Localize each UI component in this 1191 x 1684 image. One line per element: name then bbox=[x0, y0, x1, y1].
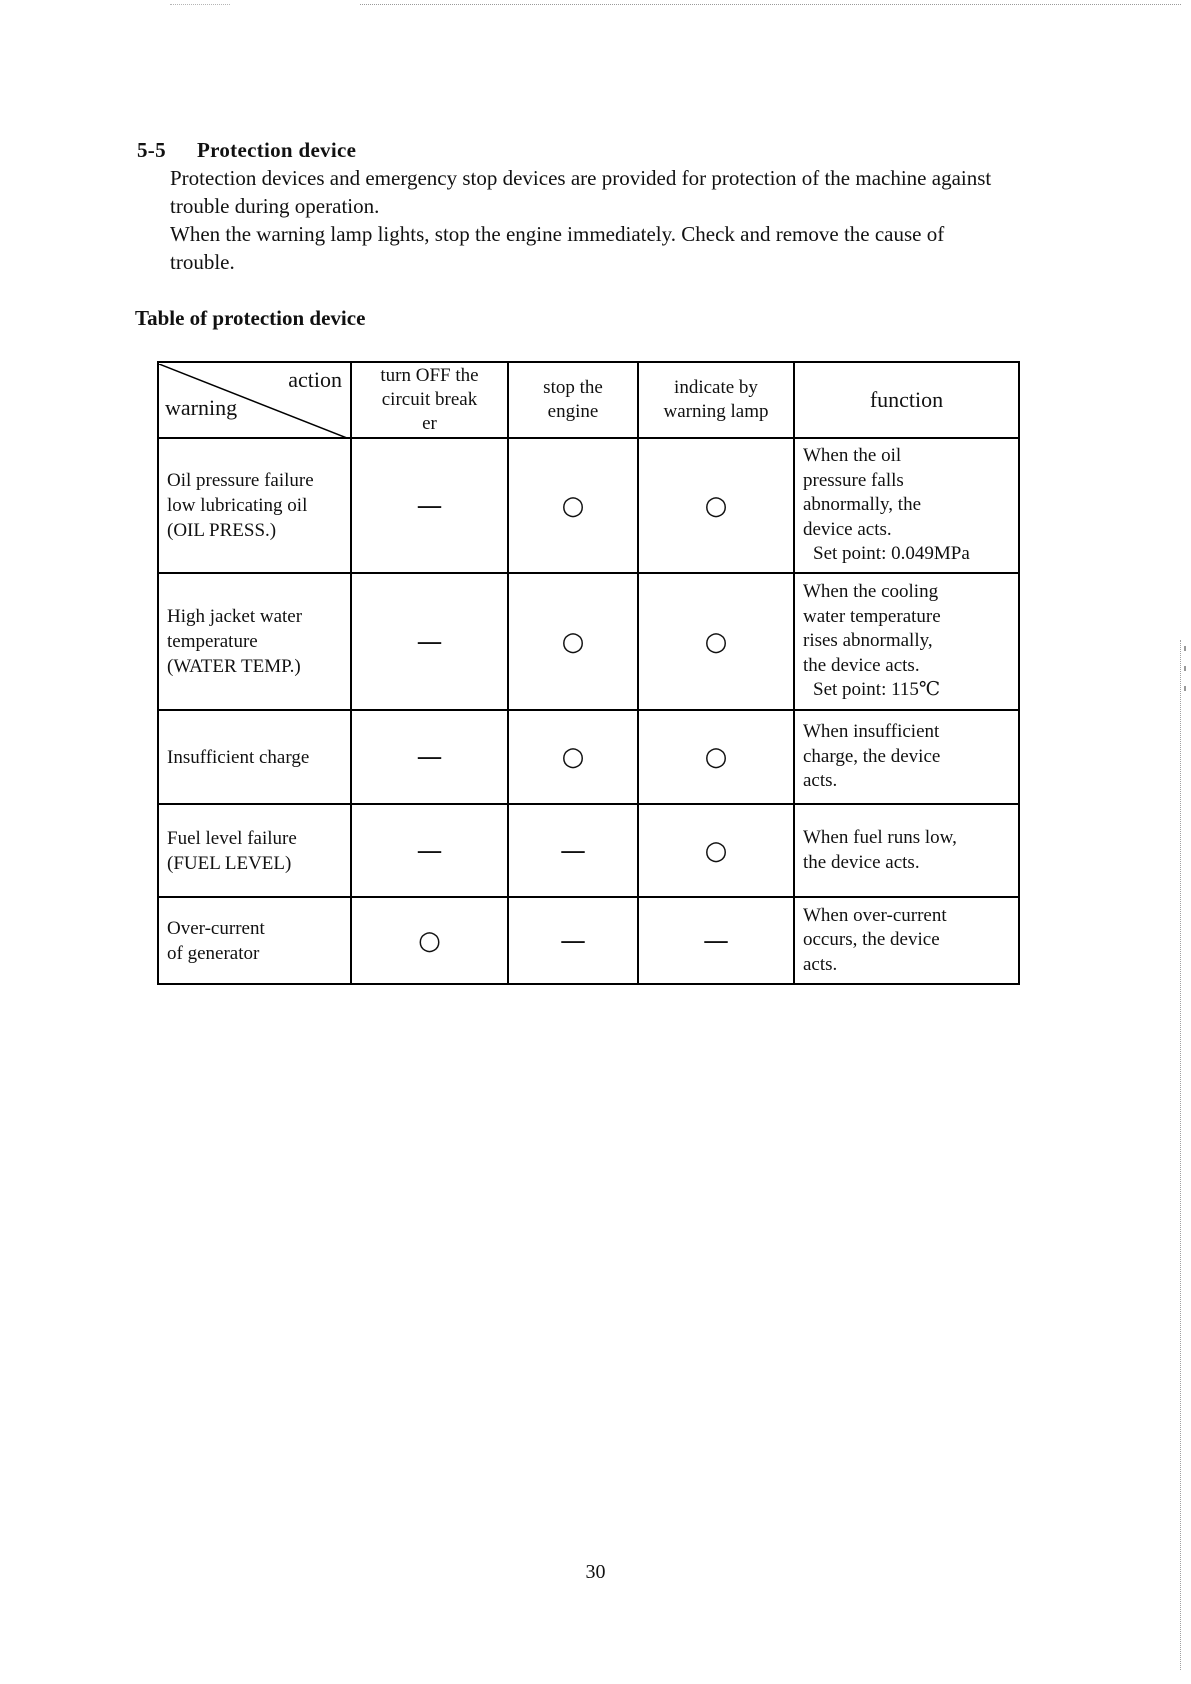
intro-paragraph: Protection devices and emergency stop devices are provided for protection of the machine against trouble during operation. bbox=[170, 166, 992, 218]
function-line: water temperature bbox=[803, 605, 941, 627]
warning-cell bbox=[158, 710, 351, 804]
header-lamp-line: warning lamp bbox=[663, 401, 769, 422]
function-line: the device acts. bbox=[803, 851, 920, 873]
warning-line: Insufficient charge bbox=[167, 746, 310, 768]
stop-engine-mark: ○ bbox=[508, 710, 638, 804]
function-line: abnormally, the bbox=[803, 494, 922, 516]
warning-line: low lubricating oil bbox=[167, 495, 308, 516]
stop-engine-mark: ○ bbox=[508, 438, 638, 573]
warning-lamp-mark: ○ bbox=[638, 573, 794, 710]
scan-artifact-mark bbox=[1184, 666, 1186, 671]
warning-line: Over-current bbox=[167, 917, 265, 939]
function-line: When the cooling bbox=[803, 581, 939, 603]
warning-line: (WATER TEMP.) bbox=[167, 656, 301, 677]
page-number: 30 bbox=[585, 1561, 606, 1583]
scan-artifact-mark bbox=[1184, 646, 1186, 651]
corner-warning-label: warning bbox=[165, 394, 238, 420]
function-line: occurs, the device bbox=[803, 929, 940, 951]
function-line: acts. bbox=[803, 770, 838, 792]
section-number: 5-5 bbox=[137, 138, 166, 162]
warning-line: temperature bbox=[167, 631, 258, 652]
warning-line: High jacket water bbox=[167, 606, 303, 627]
function-line: When insufficient bbox=[803, 721, 940, 743]
set-point: Set point: 115℃ bbox=[813, 679, 941, 701]
warning-lamp-mark: ○ bbox=[638, 710, 794, 804]
warning-line: (OIL PRESS.) bbox=[167, 520, 277, 541]
breaker-mark: ○ bbox=[351, 897, 508, 984]
table-row bbox=[158, 804, 1019, 897]
table-row bbox=[158, 710, 1019, 804]
section-title: Protection device bbox=[197, 138, 357, 162]
scan-artifact-edge bbox=[1180, 640, 1181, 1670]
scan-artifact-dots bbox=[360, 4, 1181, 9]
section-heading bbox=[137, 138, 356, 163]
stop-engine-mark: — bbox=[508, 897, 638, 984]
function-cell bbox=[794, 710, 1019, 804]
header-function: function bbox=[794, 362, 1019, 438]
breaker-mark: — bbox=[351, 573, 508, 710]
header-breaker bbox=[351, 362, 508, 438]
function-cell bbox=[794, 438, 1019, 573]
warning-lamp-mark: ○ bbox=[638, 804, 794, 897]
header-stop-engine bbox=[508, 362, 638, 438]
function-line: device acts. bbox=[803, 518, 892, 540]
function-line: When the oil bbox=[803, 445, 902, 467]
warning-cell bbox=[158, 573, 351, 710]
table-row bbox=[158, 573, 1019, 710]
warning-cell bbox=[158, 897, 351, 984]
function-line: When fuel runs low, bbox=[803, 827, 957, 848]
header-breaker-line: er bbox=[422, 413, 437, 434]
function-cell bbox=[794, 897, 1019, 984]
breaker-mark: — bbox=[351, 710, 508, 804]
function-line: rises abnormally, bbox=[803, 630, 933, 652]
table-header-row bbox=[158, 362, 1019, 438]
stop-engine-mark: ○ bbox=[508, 573, 638, 710]
warning-line: of generator bbox=[167, 942, 260, 964]
function-line: charge, the device bbox=[803, 745, 941, 767]
corner-header-cell bbox=[158, 362, 351, 438]
warning-cell bbox=[158, 804, 351, 897]
set-point: Set point: 0.049MPa bbox=[813, 543, 970, 565]
protection-device-table bbox=[157, 361, 1020, 985]
warning-lamp-mark: ○ bbox=[638, 438, 794, 573]
function-line: When over-current bbox=[803, 904, 947, 926]
warning-cell bbox=[158, 438, 351, 573]
warning-line: Fuel level failure bbox=[167, 827, 297, 849]
header-warning-lamp bbox=[638, 362, 794, 438]
function-cell bbox=[794, 573, 1019, 710]
header-lamp-line: indicate by bbox=[674, 377, 758, 398]
warning-paragraph: When the warning lamp lights, stop the engine immediately. Check and remove the cause of trouble. bbox=[170, 222, 945, 274]
breaker-mark: — bbox=[351, 438, 508, 573]
function-line: acts. bbox=[803, 953, 838, 975]
corner-action-label: action bbox=[288, 366, 342, 392]
warning-line: Oil pressure failure bbox=[167, 470, 314, 491]
table-row bbox=[158, 438, 1019, 573]
scan-artifact-dots-left bbox=[170, 4, 230, 9]
header-breaker-line: circuit break bbox=[381, 389, 478, 410]
function-line: pressure falls bbox=[803, 469, 904, 491]
header-stop-line: stop the bbox=[543, 377, 603, 398]
stop-engine-mark: — bbox=[508, 804, 638, 897]
scan-artifact-mark bbox=[1184, 686, 1186, 691]
header-stop-line: engine bbox=[547, 401, 599, 422]
table-title: Table of protection device bbox=[135, 306, 366, 330]
warning-lamp-mark: — bbox=[638, 897, 794, 984]
breaker-mark: — bbox=[351, 804, 508, 897]
warning-line: (FUEL LEVEL) bbox=[167, 852, 292, 874]
function-cell bbox=[794, 804, 1019, 897]
header-breaker-line: turn OFF the bbox=[380, 365, 479, 386]
table-row bbox=[158, 897, 1019, 984]
function-line: the device acts. bbox=[803, 654, 920, 676]
